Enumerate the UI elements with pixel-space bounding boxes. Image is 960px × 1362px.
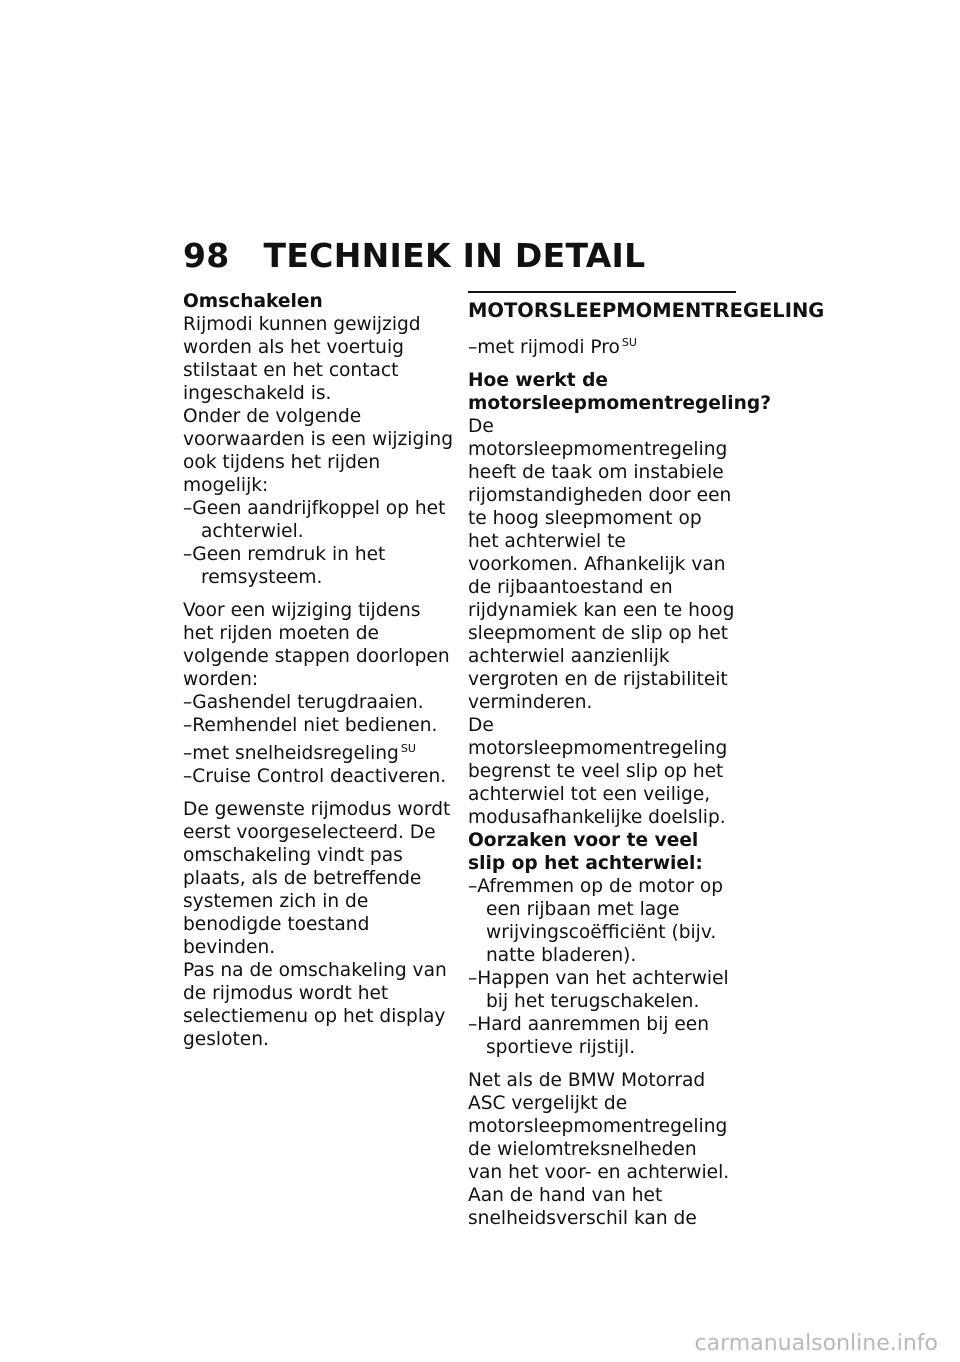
equipment-note bbox=[183, 737, 453, 765]
list-item: –Happen van het achterwiel bij het terugschakelen. bbox=[468, 968, 729, 1012]
paragraph: Rijmodi kunnen gewijzigd worden als het voertuig stilstaat en het contact ingeschakeld is. bbox=[183, 314, 421, 404]
list-item: –Afremmen op de motor op een rijbaan met lage wrijvingscoëfficiënt (bijv. natte bladeren). bbox=[468, 876, 724, 966]
paragraph: Voor een wijziging tijdens het rijden moeten de volgende stappen doorlopen worden: bbox=[183, 600, 450, 690]
page-number: 98 bbox=[183, 236, 230, 275]
list-item: –Hard aanremmen bij een sportieve rijstijl. bbox=[468, 1014, 710, 1058]
section-divider bbox=[468, 291, 736, 293]
paragraph: De motorsleepmomentregeling heeft de taak om instabiele rijomstandigheden door een te hoog sleepmoment op het achterwiel te voorkomen. Afhankelijk van de rijbaantoestand en rijdynamiek kan een te hoog sleepmoment de slip op het achterwiel aanzienlijk vergroten en de rijstabiliteit verminderen. bbox=[468, 416, 735, 713]
paragraph: Net als de BMW Motorrad ASC vergelijkt de motorsleepmomentregeling de wielomtreksnelheden van het voor- en achterwiel. Aan de hand van het snelheidsverschil kan de bbox=[468, 1070, 730, 1229]
list-item: –Remhendel niet bedienen. bbox=[183, 715, 438, 736]
note-text: –met snelheidsregeling bbox=[183, 743, 399, 764]
list-item: –Gashendel terugdraaien. bbox=[183, 692, 424, 713]
section-heading: MOTORSLEEPMOMENTREGELING bbox=[468, 299, 825, 322]
list-item: –Geen remdruk in het remsysteem. bbox=[183, 544, 386, 588]
page-header bbox=[183, 236, 645, 276]
note-sup: SU bbox=[400, 742, 416, 755]
paragraph: Pas na de omschakeling van de rijmodus wordt het selectiemenu op het display gesloten. bbox=[183, 960, 447, 1050]
note-sup: SU bbox=[621, 336, 637, 349]
paragraph: De gewenste rijmodus wordt eerst voorgeselecteerd. De omschakeling vindt pas plaats, als de betreffende systemen zich in de benodigde toestand bevinden. bbox=[183, 799, 451, 958]
equipment-note bbox=[468, 331, 736, 359]
list-item: –Geen aandrijfkoppel op het achterwiel. bbox=[183, 498, 446, 542]
paragraph: De motorsleepmomentregeling begrenst te veel slip op het achterwiel tot een veilige, modusafhankelijke doelslip. bbox=[468, 715, 728, 828]
list-item: –Cruise Control deactiveren. bbox=[183, 766, 447, 787]
page-title: TECHNIEK IN DETAIL bbox=[263, 236, 646, 275]
left-column bbox=[183, 290, 453, 1051]
heading-omschakelen: Omschakelen bbox=[183, 291, 323, 312]
note-text: –met rijmodi Pro bbox=[468, 337, 620, 358]
right-column bbox=[468, 291, 825, 1230]
heading-oorzaken: Oorzaken voor te veel slip op het achterwiel: bbox=[468, 830, 703, 874]
paragraph: Onder de volgende voorwaarden is een wijziging ook tijdens het rijden mogelijk: bbox=[183, 406, 454, 496]
watermark: carmanualsonline.info bbox=[694, 1331, 938, 1356]
heading-hoe-werkt: Hoe werkt de motorsleepmomentregeling? bbox=[468, 370, 771, 414]
